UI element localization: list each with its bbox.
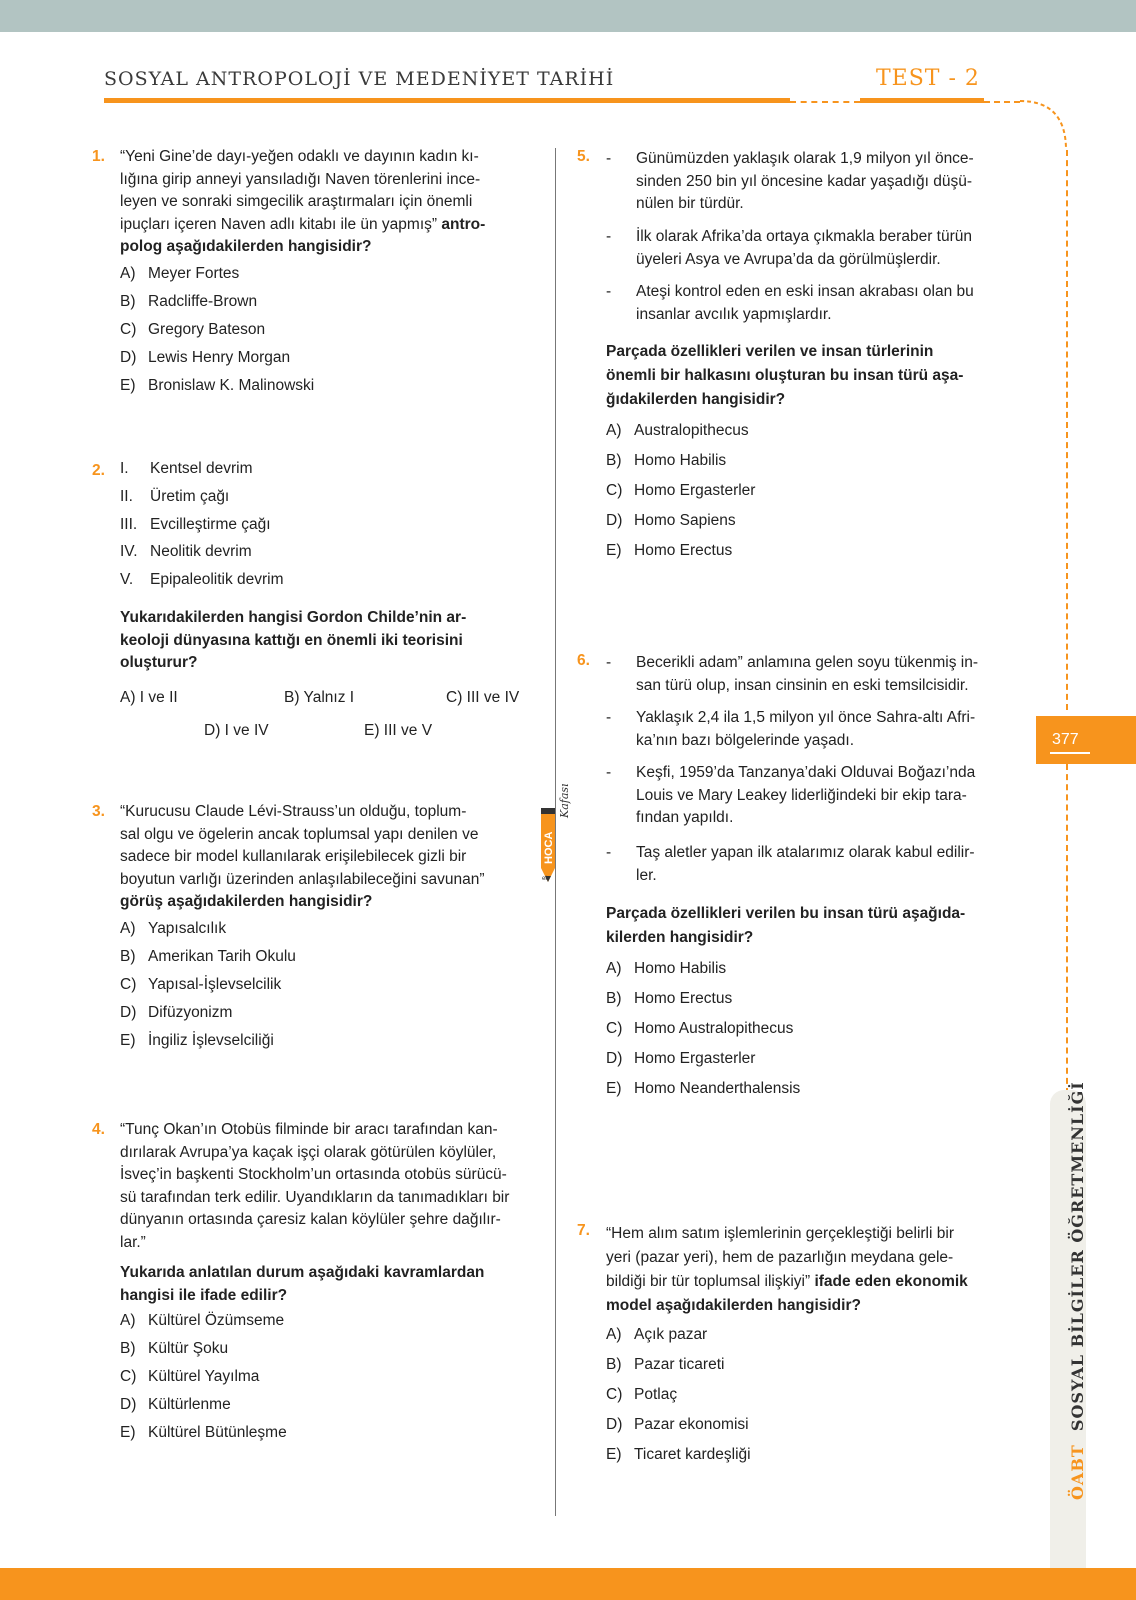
option-a[interactable] <box>606 960 726 978</box>
question-stem <box>120 1119 532 1307</box>
option-letter: A) <box>120 1312 136 1329</box>
option-c[interactable] <box>120 321 265 339</box>
bullet-text <box>636 842 975 887</box>
option-text: Bronislaw K. Malinowski <box>148 377 315 394</box>
bullet-line: İlk olarak Afrika’da ortaya çıkmakla beraber türün <box>636 228 972 245</box>
option-letter: E) <box>606 542 622 559</box>
bullet-line: Yaklaşık 2,4 ila 1,5 milyon yıl önce Sahra-altı Afri- <box>636 709 976 726</box>
option-letter: C) <box>606 1386 623 1403</box>
option-text: Homo Habilis <box>634 960 727 977</box>
option-b[interactable] <box>606 1356 724 1374</box>
bullet-text <box>636 652 978 697</box>
option-letter: A) <box>606 422 622 439</box>
bullet-text <box>636 148 974 216</box>
stem-question: model aşağıdakilerden hangisidir? <box>606 1297 861 1314</box>
option-letter: E) <box>120 1424 136 1441</box>
option-text: İngiliz İşlevselciliği <box>148 1032 274 1049</box>
question-stem <box>120 801 532 914</box>
option-letter: E) <box>606 1080 622 1097</box>
option-text: Homo Ergasterler <box>634 482 756 499</box>
option-d[interactable] <box>120 1004 232 1022</box>
stem-line: önemli bir halkasını oluşturan bu insan türü aşa- <box>606 367 964 384</box>
roman-text: Evcilleştirme çağı <box>150 516 271 533</box>
option-letter: E) <box>120 377 136 394</box>
option-letter: A) <box>120 920 136 937</box>
option-c[interactable] <box>120 976 281 994</box>
option-text: Lewis Henry Morgan <box>148 349 291 366</box>
side-prefix: ÖABT <box>1068 1444 1087 1500</box>
bullet-line: Becerikli adam” anlamına gelen soyu tükenmiş in- <box>636 654 979 671</box>
question-stem <box>120 146 532 259</box>
question-number: 4. <box>92 1121 105 1138</box>
bullet-line: üyeleri Asya ve Avrupa’da da görülmüşlerdir. <box>636 250 941 268</box>
stem-line: Parçada özellikleri verilen ve insan türlerinin <box>606 343 934 360</box>
stem-line: yeri (pazar yeri), hem de pazarlığın meydana gele- <box>606 1249 954 1266</box>
option-c[interactable] <box>606 482 755 500</box>
roman-item <box>120 488 229 506</box>
logo-tag: ek <box>542 876 549 882</box>
stem-line: “Tunç Okan’ın Otobüs filminde bir aracı tarafından kan- <box>120 1121 498 1138</box>
header-dash-right <box>984 101 1020 103</box>
stem-line: “Yeni Gine’de dayı-yeğen odaklı ve dayının kadın kı- <box>120 148 479 165</box>
option-e[interactable] <box>120 377 314 395</box>
option-e[interactable] <box>606 1080 800 1098</box>
logo-text: HOCA <box>543 831 555 864</box>
stem-question: görüş aşağıdakilerden hangisidir? <box>120 893 373 910</box>
option-text: Homo Erectus <box>634 542 733 559</box>
bullet-line: sinden 250 bin yıl öncesine kadar yaşadığı düşü- <box>636 172 973 190</box>
stem-question: polog aşağıdakilerden hangisidir? <box>120 238 372 255</box>
option-c[interactable] <box>120 1368 259 1386</box>
option-text: Homo Habilis <box>634 452 727 469</box>
option-text: Kültürel Bütünleşme <box>148 1424 287 1441</box>
question-7-stem <box>606 1222 1016 1318</box>
option-a[interactable] <box>120 920 226 938</box>
option-text: Yapısalcılık <box>148 920 227 937</box>
option-letter: C) <box>606 482 623 499</box>
bullet-text <box>636 707 975 752</box>
stem-bold: ifade eden ekonomik <box>814 1273 968 1290</box>
option-text: Potlaç <box>634 1386 678 1403</box>
option-b[interactable] <box>606 990 732 1008</box>
option-letter: E) <box>606 1446 622 1463</box>
bullet-line: Taş aletler yapan ilk atalarımız olarak kabul edilir- <box>636 844 975 861</box>
option-letter: A) <box>606 1326 622 1343</box>
question-2-stem <box>120 607 532 675</box>
option-text: Radcliffe-Brown <box>148 293 258 310</box>
option-e[interactable] <box>120 1032 274 1050</box>
page-number-underline <box>1050 752 1090 754</box>
option-d[interactable] <box>606 512 736 530</box>
option-text: Homo Sapiens <box>634 512 736 529</box>
page-number-tab <box>1036 716 1136 764</box>
roman-numeral: III. <box>120 516 138 533</box>
option-a[interactable]: A) I ve II <box>120 689 178 706</box>
bullet-dash: - <box>606 844 612 861</box>
option-text: Kültür Şoku <box>148 1340 229 1357</box>
stem-line: dırılarak Avrupa’ya kaçak işçi olarak götürülen köylüler, <box>120 1143 497 1161</box>
roman-text: Kentsel devrim <box>150 460 253 477</box>
header-dash <box>790 101 860 103</box>
roman-item <box>120 543 252 561</box>
side-title-text: SOSYAL BİLGİLER ÖĞRETMENLİĞİ <box>1068 1081 1087 1432</box>
corner-curve <box>1018 100 1070 152</box>
stem-line: lığına girip anneyi yansıladığı Naven törenlerini ince- <box>120 170 481 188</box>
option-letter: D) <box>606 1416 623 1433</box>
top-color-bar <box>0 0 1136 32</box>
option-letter: A) <box>120 265 136 282</box>
option-text: Meyer Fortes <box>148 265 240 282</box>
stem-line: ğıdakilerden hangisidir? <box>606 391 786 408</box>
stem-line <box>606 1270 1016 1294</box>
stem-line: sü tarafından terk edilir. Uyandıkların da tanımadıkları bir <box>120 1188 510 1206</box>
option-text: Ticaret kardeşliği <box>634 1446 751 1463</box>
roman-text: Epipaleolitik devrim <box>150 571 284 588</box>
option-e[interactable]: E) III ve V <box>364 722 433 739</box>
bullet-text <box>636 281 974 326</box>
option-letter: A) <box>606 960 622 977</box>
option-text: Kültürel Yayılma <box>148 1368 260 1385</box>
option-b[interactable] <box>120 948 296 966</box>
option-text: Homo Ergasterler <box>634 1050 756 1067</box>
option-text: Amerikan Tarih Okulu <box>148 948 296 965</box>
question-5-number: 5. <box>577 148 590 165</box>
option-letter: D) <box>120 349 137 366</box>
option-b[interactable] <box>606 452 726 470</box>
option-text: Kültürlenme <box>148 1396 231 1413</box>
stem-line: Parçada özellikleri verilen bu insan türü aşağıda- <box>606 905 966 922</box>
stem-text: bildiği bir tür toplumsal ilişkiyi” <box>606 1273 811 1290</box>
option-a[interactable] <box>606 1326 707 1344</box>
stem-line: “Hem alım satım işlemlerinin gerçekleştiği belirli bir <box>606 1225 954 1242</box>
question-number: 2. <box>92 462 105 479</box>
bullet-line: Ateşi kontrol eden en eski insan akrabası olan bu <box>636 283 974 300</box>
option-text: Difüzyonizm <box>148 1004 233 1021</box>
question-5-stem <box>606 340 1016 412</box>
bullet-line: ler. <box>636 866 657 884</box>
stem-line: sadece bir model kullanılarak erişilebilecek gizli bir <box>120 848 467 865</box>
bullet-line: insanlar avcılık yapmışlardır. <box>636 305 832 323</box>
question-number: 3. <box>92 803 105 820</box>
option-d[interactable]: D) I ve IV <box>204 722 269 739</box>
option-b[interactable]: B) Yalnız I <box>284 689 355 706</box>
bullet-line: nülen bir türdür. <box>636 195 744 212</box>
option-text: Pazar ticareti <box>634 1356 725 1373</box>
book-title: SOSYAL ANTROPOLOJİ VE MEDENİYET TARİHİ <box>104 68 615 90</box>
roman-text: Neolitik devrim <box>150 543 252 560</box>
option-letter: D) <box>120 1396 137 1413</box>
option-a[interactable] <box>120 265 239 283</box>
stem-line: dünyanın ortasında çaresiz kalan köylüler şehre dağılır- <box>120 1211 501 1228</box>
bottom-color-bar <box>0 1568 1136 1600</box>
stem-line: boyutun varlığı üzerinden anlaşılabileceğini savunan” <box>120 870 485 888</box>
option-e[interactable] <box>606 1446 751 1464</box>
option-c[interactable] <box>606 1020 793 1038</box>
option-letter: C) <box>120 1368 137 1385</box>
header-rule-right <box>860 98 984 103</box>
option-letter: B) <box>120 1340 136 1357</box>
option-text: Homo Neanderthalensis <box>634 1080 801 1097</box>
roman-numeral: I. <box>120 460 129 477</box>
stem-line: oluşturur? <box>120 654 198 671</box>
bullet-line: ka’nın bazı bölgelerinde yaşadı. <box>636 731 855 749</box>
stem-line: kilerden hangisidir? <box>606 929 754 946</box>
option-letter: C) <box>120 976 137 993</box>
stem-question: Yukarıda anlatılan durum aşağıdaki kavramlardan <box>120 1264 485 1281</box>
option-e[interactable] <box>606 542 732 560</box>
option-a[interactable] <box>606 422 749 440</box>
option-b[interactable] <box>120 293 257 311</box>
option-letter: B) <box>606 1356 622 1373</box>
stem-bold: antro- <box>441 215 486 233</box>
bullet-line: Günümüzden yaklaşık olarak 1,9 milyon yıl önce- <box>636 150 974 167</box>
hoca-logo-icon <box>533 778 575 888</box>
bullet-dash: - <box>606 764 612 781</box>
stem-line: “Kurucusu Claude Lévi-Strauss’un olduğu, toplum- <box>120 803 467 820</box>
option-letter: E) <box>120 1032 136 1049</box>
option-a[interactable] <box>120 1312 284 1330</box>
stem-line: İsveç’in başkenti Stockholm’un ortasında otobüs sürücü- <box>120 1166 507 1183</box>
option-d[interactable] <box>606 1416 749 1434</box>
stem-line <box>120 214 532 237</box>
option-e[interactable] <box>120 1424 287 1442</box>
option-text: Homo Erectus <box>634 990 733 1007</box>
roman-item <box>120 460 253 478</box>
page-number: 377 <box>1052 731 1079 748</box>
option-letter: B) <box>606 990 622 1007</box>
roman-item <box>120 516 271 534</box>
roman-item <box>120 571 284 589</box>
option-letter: D) <box>120 1004 137 1021</box>
stem-line: lar.” <box>120 1233 146 1251</box>
bullet-line: Louis ve Mary Leakey liderliğindeki bir ekip tara- <box>636 786 967 804</box>
question-number: 1. <box>92 148 105 165</box>
stem-line: Yukarıdakilerden hangisi Gordon Childe’nin ar- <box>120 609 467 626</box>
option-letter: B) <box>120 948 136 965</box>
bullet-line: Keşfi, 1959’da Tanzanya’daki Olduvai Boğazı’nda <box>636 764 976 781</box>
bullet-text <box>636 226 972 271</box>
option-b[interactable] <box>120 1340 228 1358</box>
option-letter: B) <box>120 293 136 310</box>
bullet-line: san türü olup, insan cinsinin en eski temsilcisidir. <box>636 676 969 694</box>
test-label: TEST - 2 <box>876 66 980 91</box>
question-6-number: 6. <box>577 652 590 669</box>
option-text: Australopithecus <box>634 422 749 439</box>
bullet-text <box>636 762 975 830</box>
option-c[interactable]: C) III ve IV <box>446 689 520 706</box>
bullet-dash: - <box>606 283 612 300</box>
option-letter: C) <box>606 1020 623 1037</box>
option-letter: C) <box>120 321 137 338</box>
stem-line: sal olgu ve ögelerin ancak toplumsal yapı denilen ve <box>120 825 479 843</box>
option-text: Açık pazar <box>634 1326 708 1343</box>
option-d[interactable] <box>606 1050 755 1068</box>
bullet-dash: - <box>606 709 612 726</box>
roman-numeral: II. <box>120 488 133 505</box>
logo-script: Kafası <box>558 783 571 818</box>
option-text: Pazar ekonomisi <box>634 1416 749 1433</box>
stem-line: leyen ve sonraki simgecilik araştırmaları için önemli <box>120 193 473 210</box>
question-7-number: 7. <box>577 1222 590 1239</box>
option-letter: D) <box>606 1050 623 1067</box>
option-text: Yapısal-İşlevselcilik <box>148 976 282 993</box>
stem-line: keoloji dünyasına kattığı en önemli iki teorisini <box>120 631 463 649</box>
question-6-stem <box>606 902 1016 950</box>
bullet-dash: - <box>606 228 612 245</box>
side-title <box>1068 1081 1087 1500</box>
bullet-dash: - <box>606 150 612 167</box>
option-text: Homo Australopithecus <box>634 1020 794 1037</box>
side-dash-top <box>1066 150 1068 710</box>
roman-numeral: V. <box>120 571 134 588</box>
stem-question: hangisi ile ifade edilir? <box>120 1286 288 1304</box>
option-d[interactable] <box>120 1396 231 1414</box>
side-dash-bottom <box>1066 764 1068 1094</box>
option-text: Kültürel Özümseme <box>148 1312 285 1329</box>
option-d[interactable] <box>120 349 290 367</box>
option-c[interactable] <box>606 1386 677 1404</box>
stem-text: ipuçları içeren Naven adlı kitabı ile ün yapmış” <box>120 215 438 233</box>
option-text: Gregory Bateson <box>148 321 266 338</box>
bullet-line: fından yapıldı. <box>636 809 734 826</box>
roman-numeral: IV. <box>120 543 138 560</box>
option-letter: B) <box>606 452 622 469</box>
option-letter: D) <box>606 512 623 529</box>
header-rule <box>104 98 790 103</box>
roman-text: Üretim çağı <box>150 488 230 505</box>
bullet-dash: - <box>606 654 612 671</box>
